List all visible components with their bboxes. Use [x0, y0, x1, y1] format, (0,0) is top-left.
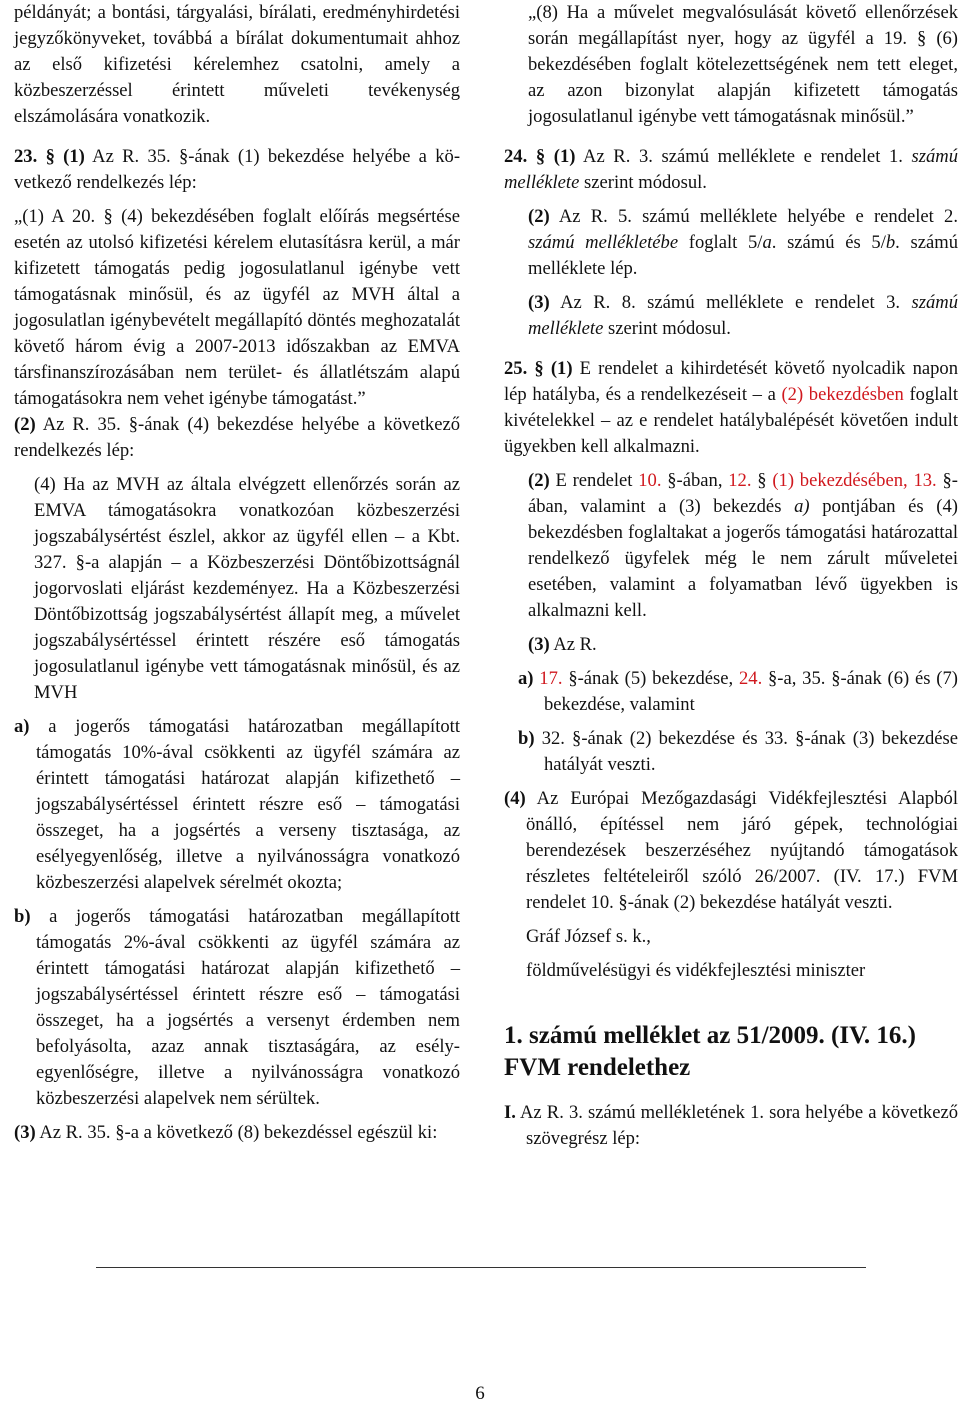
section-25-para-2 [504, 468, 958, 624]
section-23-para-2 [14, 412, 460, 464]
cross-reference-link[interactable]: 13. [913, 470, 937, 491]
cross-reference-link[interactable]: 24. [738, 668, 763, 689]
section-sign: § [534, 358, 544, 379]
paragraph-text: Az R. 35. §-ának (1) bekezdése helyébe a következő rendelkezés lép: [14, 146, 461, 193]
item-label: a) [518, 668, 534, 689]
section-number: 24. [504, 146, 528, 167]
cross-reference-link[interactable]: (2) bekezdésben [781, 384, 904, 405]
section-number: 23. [14, 146, 38, 167]
item-text: 32. §-ának (2) bekezdése és 33. §-ának (3) bekezdése hatályát veszti. [541, 728, 958, 775]
cross-reference-link[interactable]: (1) bekezdésében, [772, 470, 908, 491]
paragraph-number: (1) [550, 358, 573, 379]
section-25-para-3 [504, 632, 958, 658]
item-text: Az R. 3. számú mellékletének 1. sora helyébe a következő szövegrész lép: [520, 1102, 958, 1149]
paragraph-text: . számú melléklete lép. [528, 232, 958, 279]
paragraph-number: (3) [14, 1122, 36, 1143]
section-sign: § [535, 146, 546, 167]
item-text: §-ának (5) bekezdése, [568, 668, 734, 689]
list-item-a [504, 666, 958, 718]
list-item-b [504, 726, 958, 778]
paragraph-text: Az R. 5. számú melléklete helyébe e rendelet 2. [558, 206, 958, 227]
right-column [504, 0, 958, 1152]
paragraph-number: (3) [528, 634, 550, 655]
annex-reference: számú mellékletébe [528, 232, 679, 253]
page-number: 6 [475, 1383, 485, 1404]
section-25-para-1 [504, 356, 958, 460]
section-23-para-3 [14, 1120, 460, 1146]
paragraph-text: pontjában és (4) bekezdésben foglaltakat a jogerős támogatási határozattal rendelkező ügyfelek még le nem zárult műveletei esetében, valamint a folyamatban lévő ügyekben is alkalmazni kell. [528, 496, 958, 621]
paragraph-number: (2) [14, 414, 36, 435]
item-label: b) [518, 728, 535, 749]
left-column [14, 0, 460, 1146]
paragraph-text: Az R. 35. §-a a következő (8) bekezdéssel egészül ki: [39, 1122, 438, 1143]
paragraph-number: (2) [528, 470, 550, 491]
item-label: b) [14, 906, 31, 927]
cross-reference-link[interactable]: 17. [539, 668, 563, 689]
paragraph-text: Az R. [553, 634, 597, 655]
section-24-para-1 [504, 144, 958, 196]
paragraph-number: (1) [553, 146, 576, 167]
item-text: a jogerős támogatási határozatban megállapított támogatás 10%-ával csökkenti az ügyfél számára az érintett támogatási határozat alapján kifizethető – jogszabálysértéssel érintett részre eső – támogatási összeget, ha a jogsértés a verseny tisztasága, az esélyegyenlőség, illetve a nyilvánosságra vonatkozó közbeszerzési alapelvek sérelmét okozta; [36, 716, 460, 893]
section-23-para-1 [14, 144, 460, 196]
section-number: 25. [504, 358, 528, 379]
footnote-rule [96, 1267, 866, 1268]
section-24-para-2 [504, 204, 958, 282]
paragraph-number: (1) [63, 146, 85, 167]
annex-title: 1. számú melléklet az 51/2009. (IV. 16.) FVM rendelethez [504, 1022, 916, 1081]
annex-letter: b [885, 232, 896, 253]
paragraph-text: Az Európai Mezőgazdasági Vidékfejlesztési Alapból önálló, építéssel nem járó gépek, technológiai berendezések beszerzéséhez nyújtandó támogatások részletes feltételeiről szóló 26/2007. (IV. 17.) FVM rendelet 10. §-ának (2) bekezdése hatályát veszti. [526, 788, 958, 913]
point-reference: a) [794, 496, 810, 517]
section-sign: § [45, 146, 55, 167]
annex-reference: számú melléklete [528, 292, 958, 339]
section-23-quote-4: (4) Ha az MVH az általa elvégzett ellenőrzés során az EMVA támogatásokra vonatkozóan közbeszerzési jogszabálysértést észlel, akkor az ügyfél ellen – a Kbt. 327. §-a alapján – a Közbeszerzési Döntőbizottságnál jogorvoslati eljárást kezdeményez. Ha a Közbeszerzési Döntőbizottság jogszabálysértést állapít meg, a művelet jogszabálysértéssel érintett részére eső támogatás jogosulatlanul igénybe vett támogatásnak minősül, és az MVH [34, 474, 460, 703]
paragraph-number: (2) [528, 206, 550, 227]
quote-paragraph-8: „(8) Ha a művelet megvalósulását követő ellenőrzések során megállapítást nyer, hogy az ügyfél a 19. § (6) bekezdésében foglalt kötelezettségének nem tett eleget, az azon bizonylat alapján kifizetett támogatás jogosulatlanul igénybe vett támogatásnak minősül.” [528, 2, 958, 127]
paragraph-number: (4) [504, 788, 526, 809]
cross-reference-link[interactable]: 10. [638, 470, 662, 491]
paragraph-text: szerint módosul. [608, 318, 731, 339]
paragraph-text: foglalt 5/ [688, 232, 763, 253]
section-24-para-3 [504, 290, 958, 342]
paragraph-text: § [757, 470, 767, 491]
item-text: a jogerős támogatási határozatban megállapított támogatás 2%-ával csökkenti az ügyfél számára az érintett támogatási határozat alapján kifizethető – jogszabálysértéssel érintett részre eső – támogatási összeget, ha a jogsértés a versenyt érdemben nem befolyásolta, azaz annak tisztaságára, az esélyegyenlőségre, illetve a nyilvánosságra vonatkozó közbeszerzési alapelvek nem sérültek. [36, 906, 461, 1109]
item-label: a) [14, 716, 30, 737]
annex-reference: számú melléklete [504, 146, 959, 193]
paragraph-text: . számú és 5/ [771, 232, 886, 253]
paragraph-number: (3) [528, 292, 550, 313]
paragraph-text: §-ában, valamint a (3) bekezdés [528, 470, 958, 517]
paragraph-text: Az R. 35. §-ának (4) bekezdése helyébe a következő rendelkezés lép: [14, 414, 460, 461]
item-text: §-a, 35. §-ának (6) és (7) bekezdése, valamint [544, 668, 958, 715]
item-label: I. [504, 1102, 516, 1123]
paragraph-text: §-ában, [667, 470, 723, 491]
paragraph-text: Az R. 8. számú melléklete e rendelet 3. [560, 292, 901, 313]
paragraph-text: Az R. 3. számú melléklete e rendelet 1. [583, 146, 903, 167]
cross-reference-link[interactable]: 12. [728, 470, 752, 491]
section-23-quote-1: „(1) A 20. § (4) bekezdésében foglalt előírás megsértése esetén az utolsó kifizetési kérelem elutasításra kerül, a már kifizetett támogatás pedig jogosulatlanul igénybe vett támogatásnak minősül, és az ügyfél az MVH által a jogosulatlan igénybevételt megállapító döntés meghozatalát követő három évig a 2007-2013 időszakban az EMVA társfinanszírozásában nem terület- és állatlétszám alapú támogatásokra nem vehet igénybe támogatást.” [14, 206, 460, 409]
continued-paragraph: példányát; a bontási, tárgyalási, bírálati, eredményhirdetési jegyzőkönyveket, továbbá a bírálat dokumentumait ahhoz az első kifizetési kérelemhez csatolni, amely a közbeszerzéssel érintett műveleti tevékenység elszámolására vonatkozik. [14, 2, 460, 127]
list-item-b [14, 904, 460, 1112]
section-25-para-4 [504, 786, 958, 916]
paragraph-text: foglalt kivételekkel – az e rendelet hatálybalépését követően indult ügyekben kell alkalmazni. [504, 384, 958, 457]
paragraph-text: E rendelet [555, 470, 633, 491]
signer-title: földművelésügyi és vidékfejlesztési miniszter [526, 960, 866, 981]
annex-letter: a [762, 232, 772, 253]
paragraph-text: E rendelet a kihirdetését követő nyolcadik napon lép hatályba, és a rendelkezéseit – a [504, 358, 959, 405]
paragraph-text: szerint módosul. [584, 172, 707, 193]
annex-item-i [504, 1100, 958, 1152]
list-item-a [14, 714, 460, 896]
signer-name: Gráf József s. k., [526, 926, 651, 947]
